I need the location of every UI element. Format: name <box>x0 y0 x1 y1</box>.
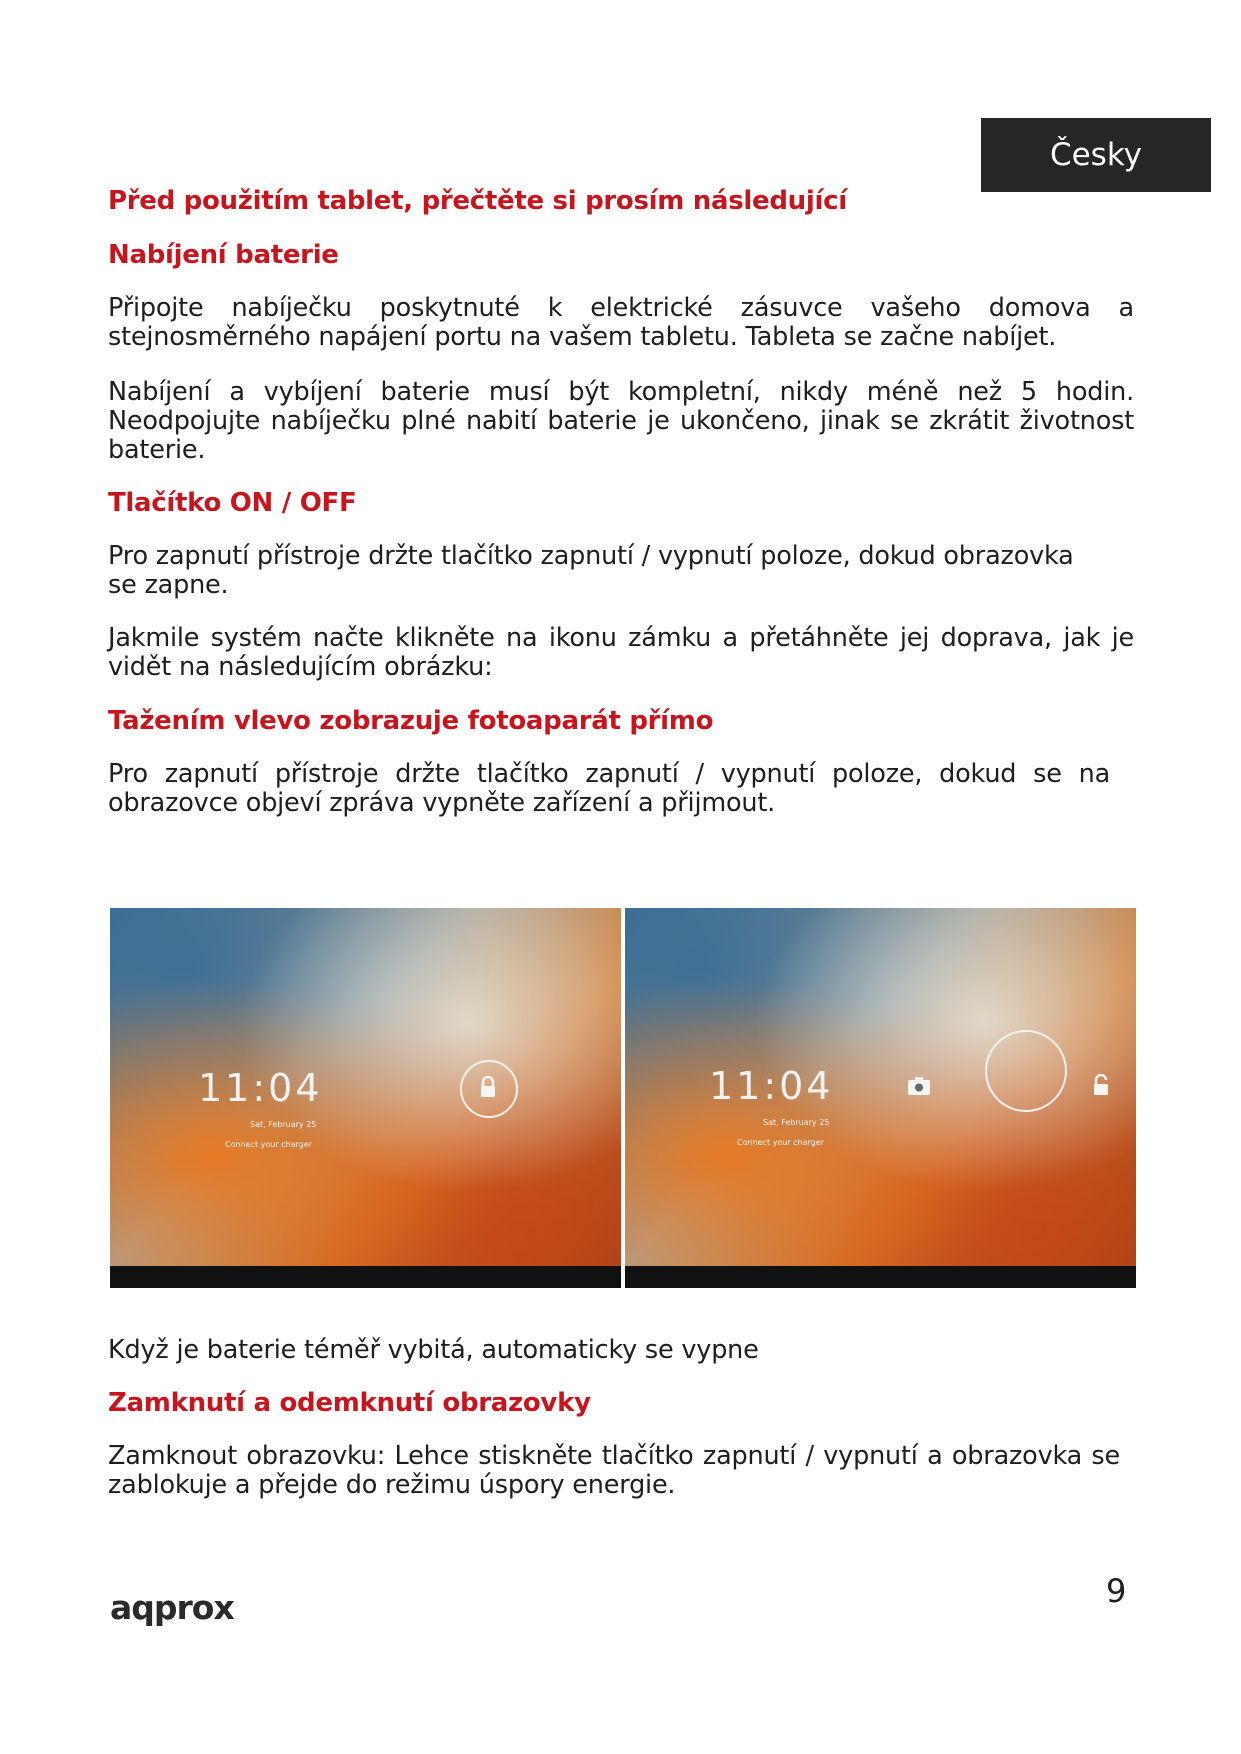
power-button-heading: Tlačítko ON / OFF <box>108 488 357 518</box>
nav-bar <box>110 1266 621 1288</box>
camera-icon[interactable] <box>907 1076 931 1096</box>
unlock-icon[interactable] <box>1091 1074 1111 1096</box>
unlock-ring[interactable] <box>985 1030 1067 1112</box>
language-tab: Česky <box>981 118 1211 192</box>
lock-icon <box>478 1076 498 1098</box>
aqprox-logo: aqprox <box>110 1588 234 1627</box>
charging-paragraph-1: Připojte nabíječku poskytnuté k elektrické zásuvce vašeho domova a stejnosměrného napájení portu na vašem tabletu. Tableta se začne nabíjet. <box>108 293 1134 352</box>
intro-heading: Před použitím tablet, přečtěte si prosím následující <box>108 186 847 216</box>
charger-status-text: Connect your charger <box>225 1140 312 1149</box>
lockscreen-screenshot-left <box>110 908 621 1288</box>
lockscreen-screenshot-right <box>625 908 1136 1288</box>
low-battery-paragraph: Když je baterie téměř vybitá, automaticky se vypne <box>108 1335 759 1365</box>
clock-text: 11:04 <box>198 1066 323 1110</box>
power-off-paragraph: Pro zapnutí přístroje držte tlačítko zapnutí / vypnutí poloze, dokud se na obrazovce objeví zpráva vypněte zařízení a přijmout. <box>108 759 1110 818</box>
charging-paragraph-2: Nabíjení a vybíjení baterie musí být kompletní, nikdy méně než 5 hodin. Neodpojujte nabíječku plné nabití baterie je ukončeno, jinak se zkrátit životnost baterie. <box>108 377 1134 465</box>
lockscreen-figure <box>110 908 1136 1288</box>
clock-text: 11:04 <box>709 1064 834 1108</box>
nav-bar <box>625 1266 1136 1288</box>
lock-screen-paragraph: Zamknout obrazovku: Lehce stiskněte tlačítko zapnutí / vypnutí a obrazovka se zablokuje a přejde do režimu úspory energie. <box>108 1441 1120 1500</box>
charger-status-text: Connect your charger <box>737 1138 824 1147</box>
camera-heading: Tažením vlevo zobrazuje fotoaparát přímo <box>108 706 714 736</box>
lock-unlock-heading: Zamknutí a odemknutí obrazovky <box>108 1388 591 1418</box>
date-text: Sat, February 25 <box>250 1120 317 1129</box>
date-text: Sat, February 25 <box>763 1118 830 1127</box>
power-on-paragraph: Pro zapnutí přístroje držte tlačítko zapnutí / vypnutí poloze, dokud obrazovka se zapne. <box>108 541 1074 600</box>
charging-heading: Nabíjení baterie <box>108 240 339 270</box>
page-number: 9 <box>1106 1572 1127 1610</box>
unlock-instruction-paragraph: Jakmile systém načte klikněte na ikonu zámku a přetáhněte jej doprava, jak je vidět na následujícím obrázku: <box>108 623 1134 682</box>
